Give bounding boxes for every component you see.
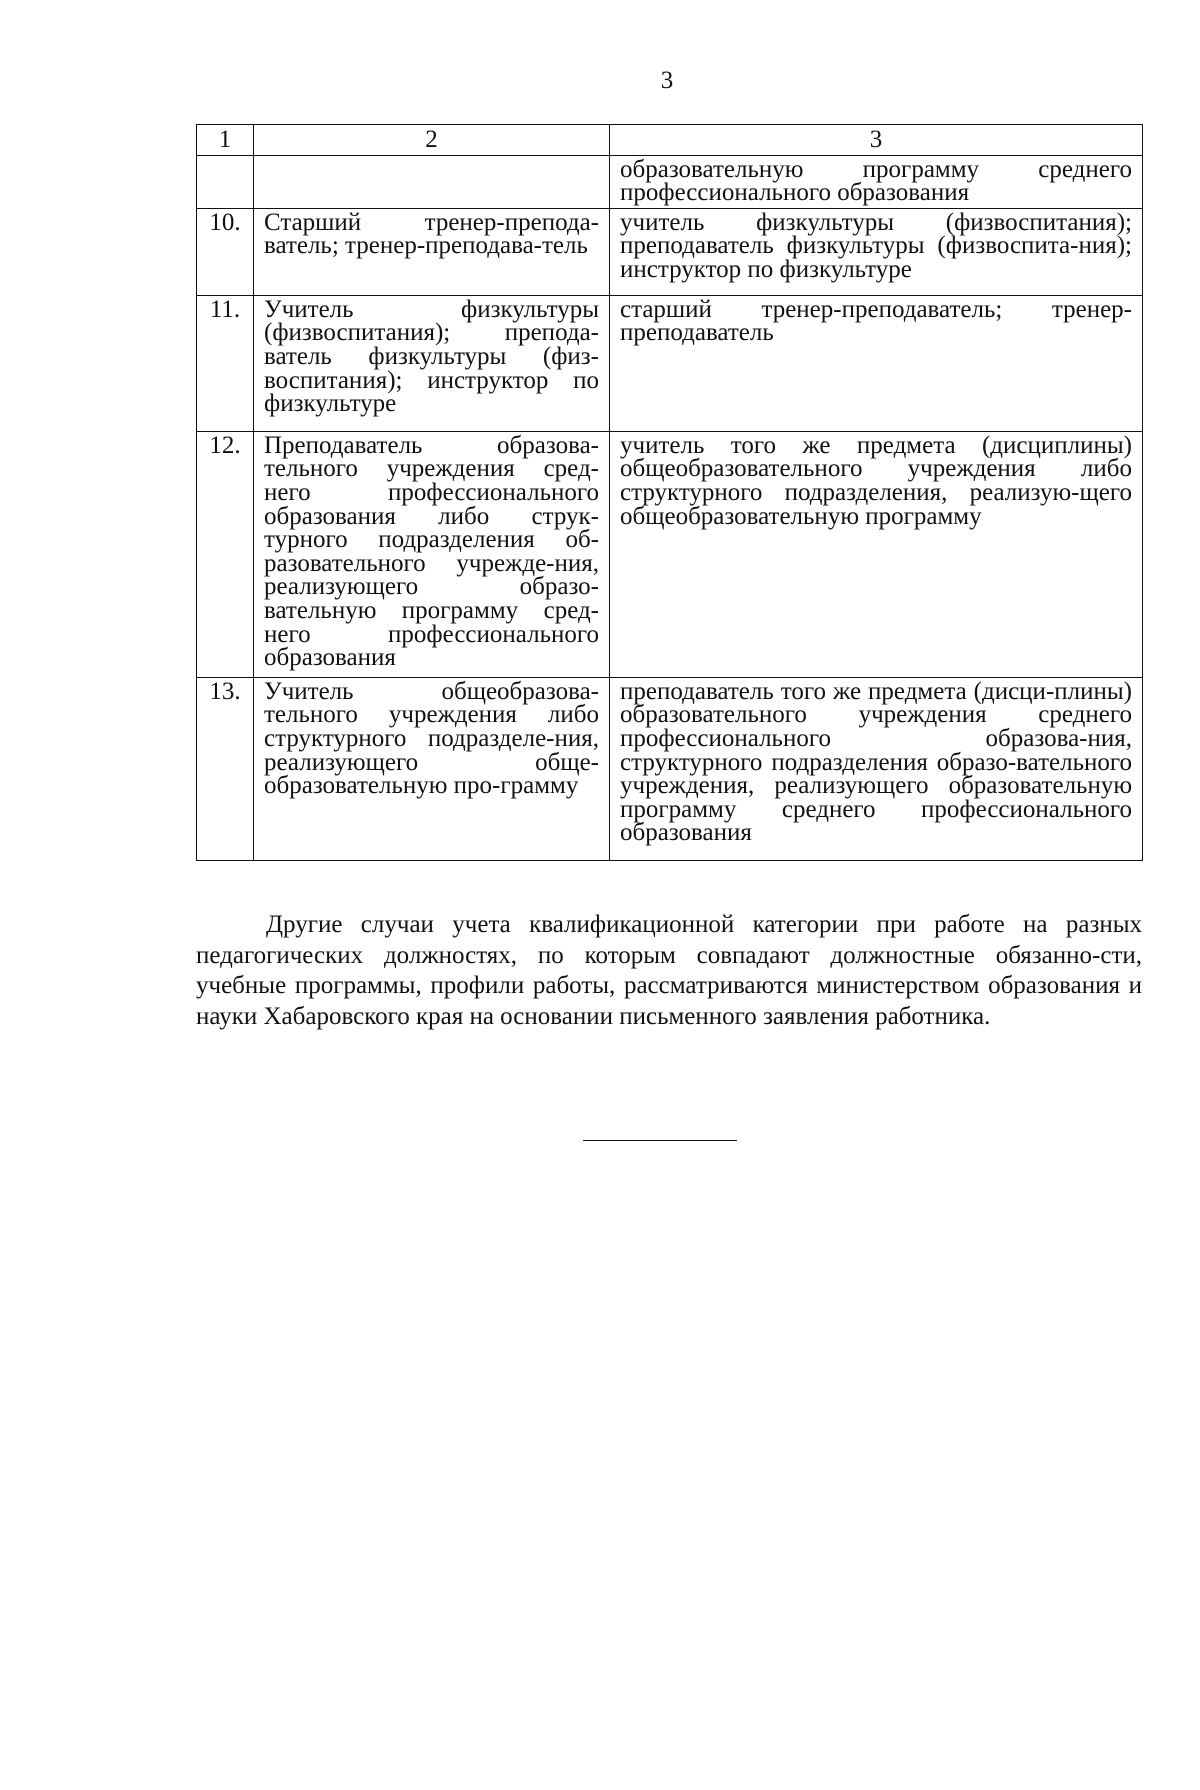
position-cell: Учитель физкультуры (физвоспитания); препода-ватель физкультуры (физ-воспитания); инструктор по физкультуре bbox=[254, 295, 610, 431]
table-header-row bbox=[197, 125, 1143, 156]
equivalent-position-cell: учитель того же предмета (дисциплины) общеобразовательного учреждения либо структурного подразделения, реализую-щего общеобразовательную программу bbox=[610, 431, 1143, 677]
qualification-equivalence-table bbox=[196, 124, 1143, 861]
equivalent-position-cell: старший тренер-преподаватель; тренер-преподаватель bbox=[610, 295, 1143, 431]
position-cell: Старший тренер-препода-ватель; тренер-преподава-тель bbox=[254, 208, 610, 295]
column-number-2: 2 bbox=[254, 125, 610, 156]
row-number bbox=[197, 155, 254, 208]
table-row bbox=[197, 431, 1143, 677]
row-number: 13. bbox=[197, 677, 254, 860]
column-number-1: 1 bbox=[197, 125, 254, 156]
position-cell bbox=[254, 155, 610, 208]
row-number: 11. bbox=[197, 295, 254, 431]
equivalent-position-cell: образовательную программу среднего профессионального образования bbox=[610, 155, 1143, 208]
row-number: 12. bbox=[197, 431, 254, 677]
equivalent-position-cell: преподаватель того же предмета (дисци-плины) образовательного учреждения среднего профессионального образова-ния, структурного подразделения образо-вательного учреждения, реализующего образовательную программу среднего профессионального образования bbox=[610, 677, 1143, 860]
table-row bbox=[197, 208, 1143, 295]
page-number: 3 bbox=[660, 67, 674, 94]
position-cell: Преподаватель образова-тельного учреждения сред-него профессионального образования либо струк-турного подразделения об-разовательного учрежде-ния, реализующего образо-вательную программу сред-него профессионального образования bbox=[254, 431, 610, 677]
table-row bbox=[197, 155, 1143, 208]
position-cell: Учитель общеобразова-тельного учреждения либо структурного подразделе-ния, реализующего обще-образовательную про-грамму bbox=[254, 677, 610, 860]
end-separator-line bbox=[583, 1140, 737, 1141]
table-row bbox=[197, 677, 1143, 860]
column-number-3: 3 bbox=[610, 125, 1143, 156]
equivalent-position-cell: учитель физкультуры (физвоспитания); преподаватель физкультуры (физвоспита-ния); инструктор по физкультуре bbox=[610, 208, 1143, 295]
table-row bbox=[197, 295, 1143, 431]
row-number: 10. bbox=[197, 208, 254, 295]
closing-paragraph: Другие случаи учета квалификационной категории при работе на разных педагогических должностях, по которым совпадают должностные обязанно-сти, учебные программы, профили работы, рассматриваются министерством образования и науки Хабаровского края на основании письменного заявления работника. bbox=[196, 911, 1142, 1030]
